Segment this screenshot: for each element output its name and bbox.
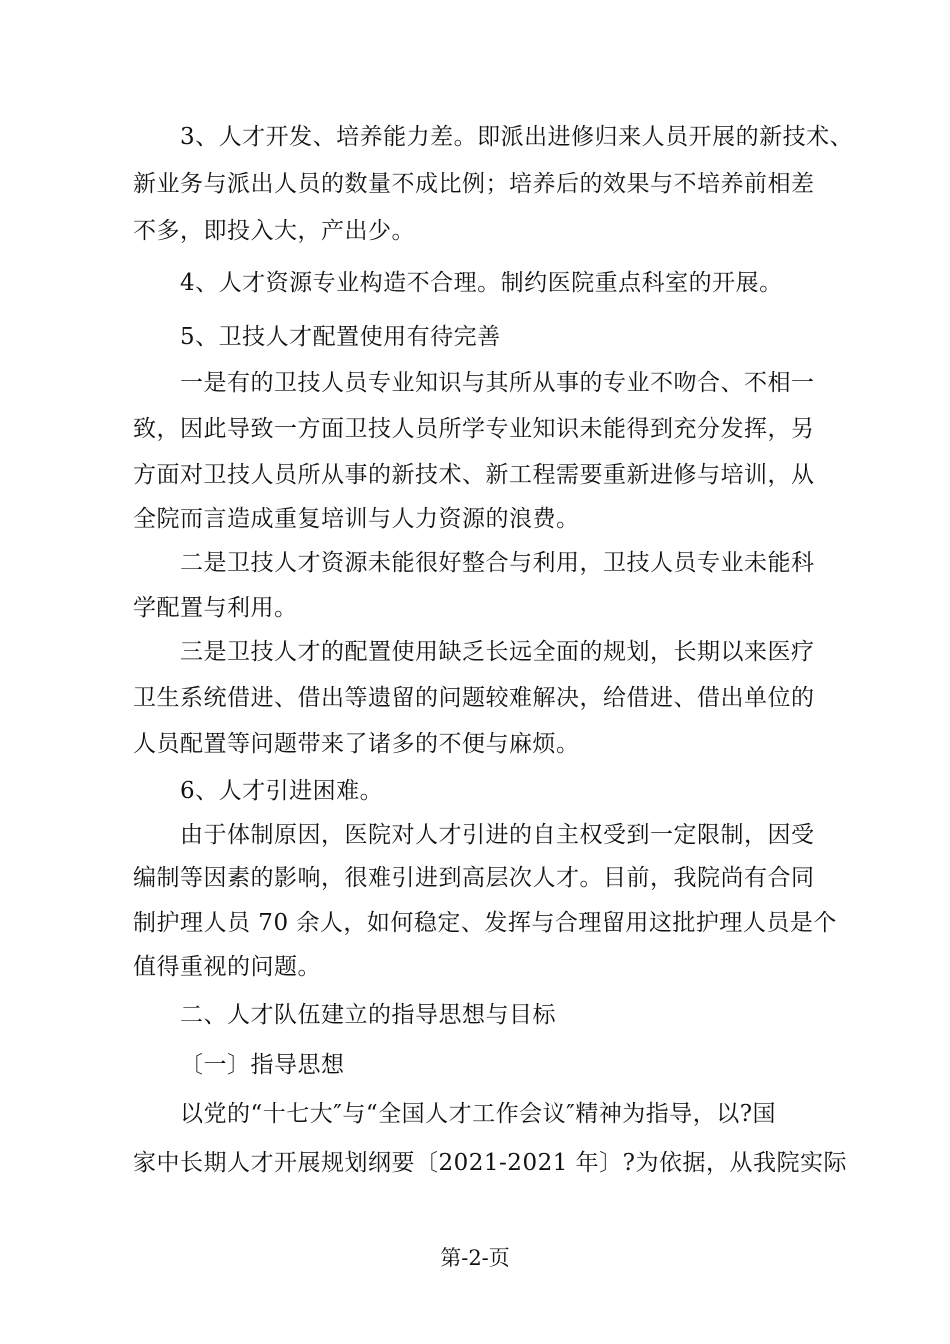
text-line-19: 值得重视的问题。 — [133, 954, 321, 980]
text-line-16: 由于体制原因，医院对人才引进的自主权受到一定限制，因受 — [180, 822, 815, 848]
text-line-11: 学配置与利用。 — [133, 595, 298, 621]
text-line-14: 人员配置等问题带来了诸多的不便与麻烦。 — [133, 731, 580, 757]
text-line-10: 二是卫技人才资源未能很好整合与利用，卫技人员专业未能科 — [180, 550, 815, 576]
text-line-1: 3、人才开发、培养能力差。即派出进修归来人员开展的新技术、 — [180, 124, 854, 150]
text-line-7: 致，因此导致一方面卫技人员所学专业知识未能得到充分发挥，另 — [133, 416, 815, 442]
text-line-8: 方面对卫技人员所从事的新技术、新工程需要重新进修与培训，从 — [133, 462, 815, 488]
text-line-3: 不多，即投入大，产出少。 — [133, 218, 415, 244]
text-line-12: 三是卫技人才的配置使用缺乏长远全面的规划，长期以来医疗 — [180, 639, 815, 665]
text-line-22: 以党的“十七大″与“全国人才工作会议″精神为指导，以?国 — [180, 1101, 777, 1127]
text-line-15: 6、人才引进困难。 — [180, 778, 384, 804]
text-line-21: 〔一〕指导思想 — [180, 1052, 345, 1078]
text-line-4: 4、人才资源专业构造不合理。制约医院重点科室的开展。 — [180, 270, 783, 296]
text-line-2: 新业务与派出人员的数量不成比例；培养后的效果与不培养前相差 — [133, 171, 815, 197]
text-line-23: 家中长期人才开展规划纲要〔2021-2021 年〕?为依据，从我院实际 — [133, 1150, 847, 1176]
text-line-18: 制护理人员 70 余人，如何稳定、发挥与合理留用这批护理人员是个 — [133, 910, 837, 936]
text-line-9: 全院而言造成重复培训与人力资源的浪费。 — [133, 506, 580, 532]
page-number-footer: 第-2-页 — [440, 1246, 510, 1270]
text-line-6: 一是有的卫技人员专业知识与其所从事的专业不吻合、不相一 — [180, 370, 815, 396]
text-line-17: 编制等因素的影响，很难引进到高层次人才。目前，我院尚有合同 — [133, 865, 815, 891]
text-line-13: 卫生系统借进、借出等遗留的问题较难解决，给借进、借出单位的 — [133, 685, 815, 711]
text-line-20: 二、人才队伍建立的指导思想与目标 — [180, 1002, 556, 1028]
text-line-5: 5、卫技人才配置使用有待完善 — [180, 324, 501, 350]
